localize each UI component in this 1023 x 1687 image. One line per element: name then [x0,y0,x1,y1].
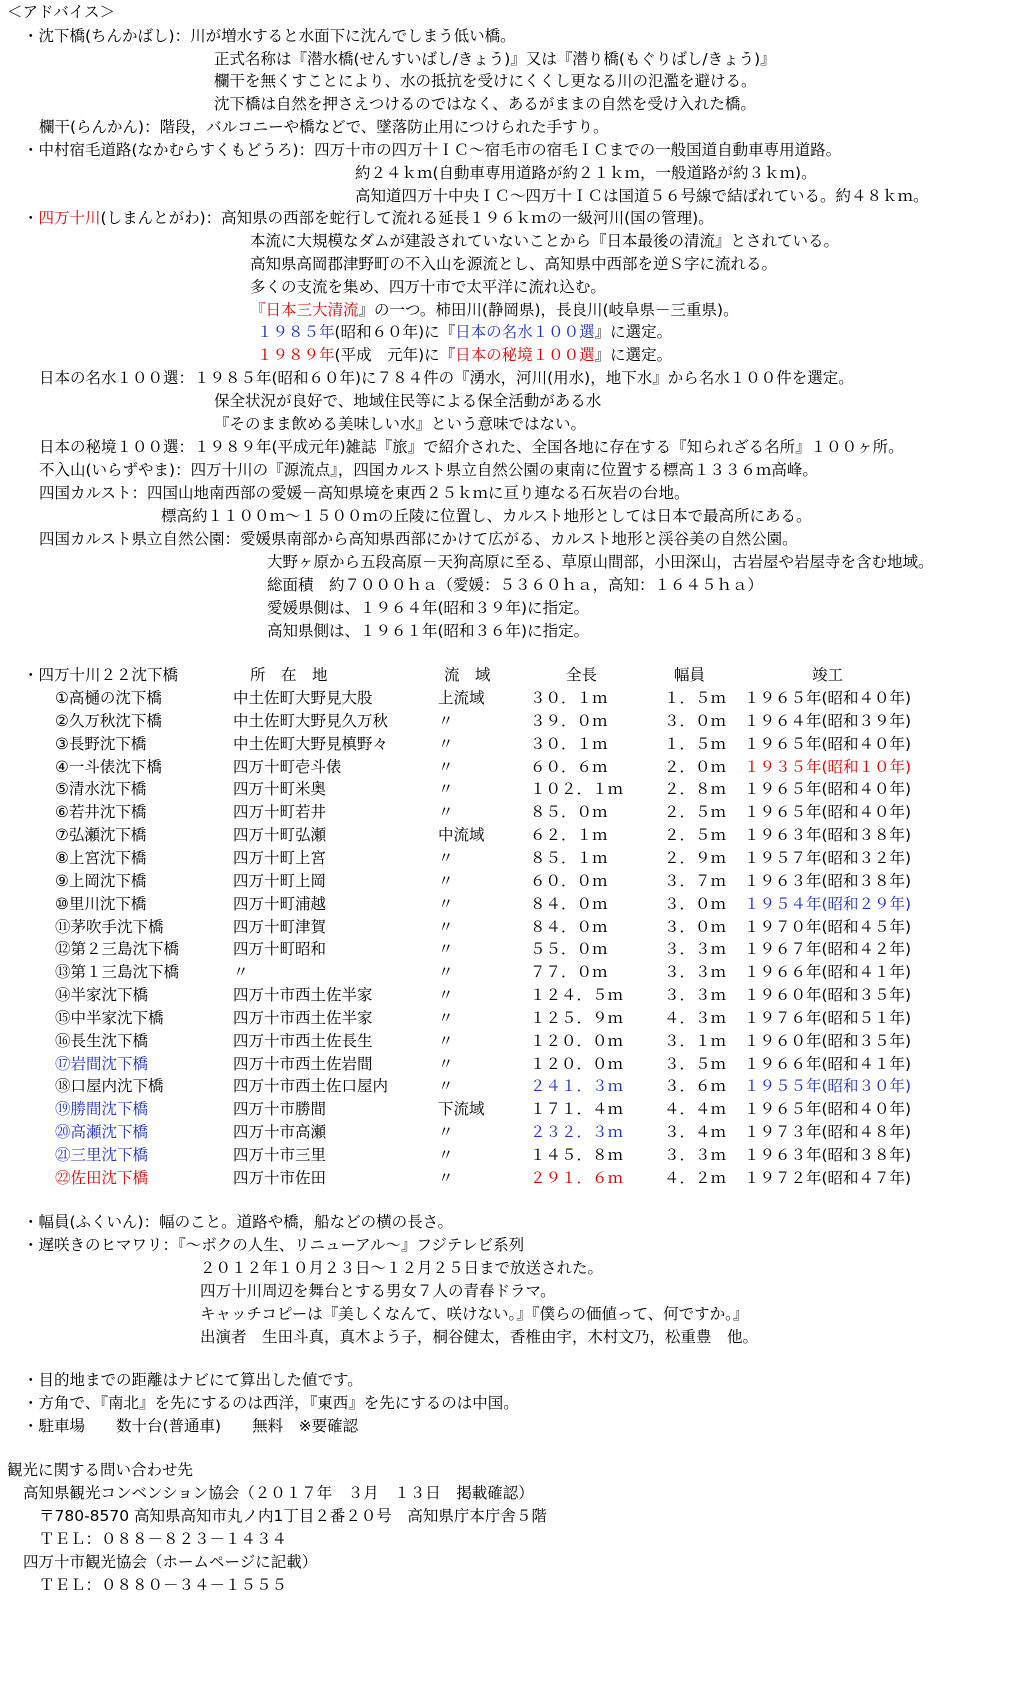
shimanto-line [23,208,714,228]
bridge-completed: １９７３年(昭和４８年) [744,1123,912,1142]
bridge-name: ①高樋の沈下橋 [55,689,162,707]
advice-line: 日本の秘境１００選：１９８９年(平成元年)雑誌『旅』で紹介された、全国各地に存在する『知られざる名所』１００ヶ所。 [39,438,904,456]
advice-line: 大野ヶ原から五段高原－天狗高原に至る、草原山間部，小田深山，古岩屋や岩屋寺を含む地域。 [267,553,934,571]
bridge-completed: １９５５年(昭和３０年) [744,1077,912,1096]
bridge-width: ３．１ｍ [664,1031,727,1050]
bridge-name: ⑬第１三島沈下橋 [55,963,180,982]
contact-heading: 観光に関する問い合わせ先 [7,1461,194,1479]
bridge-name: ⑭半家沈下橋 [55,986,149,1005]
bridge-basin: 〃 [438,871,454,890]
advice-line: 多くの支流を集め、四万十市で太平洋に流れ込む。 [250,278,606,296]
table-title: ・四万十川２２沈下橋 [23,666,179,684]
bridge-basin: 〃 [438,917,454,936]
bridge-length: １２５．９ｍ [530,1008,624,1027]
bridge-length: １０２．１ｍ [530,780,624,799]
bridge-basin: 〃 [438,757,454,776]
advice-line: 保全状況が良好で、地域住民等による保全活動がある水 [214,392,602,410]
bridge-name: ⑫第２三島沈下橋 [55,940,180,959]
bridge-name: ⑥若井沈下橋 [55,803,147,822]
bridge-location: 四万十町昭和 [233,940,327,959]
contact-phone: ＴＥＬ：０８８－８２３－１４３４ [39,1530,288,1548]
bridge-width: ２．５ｍ [664,826,727,845]
bridge-width: ３．６ｍ [664,1077,727,1096]
bridge-basin: 〃 [438,986,454,1005]
advice-line: 高知県側は、１９６１年(昭和３６年)に指定。 [267,622,590,640]
bridge-location: 四万十市勝間 [233,1100,327,1119]
bridge-width: ３．３ｍ [664,963,727,982]
hikyo-line: １９８９年(平成 元年)に『日本の秘境１００選』に選定。 [257,346,673,364]
bridge-location: 四万十町浦越 [233,894,327,913]
advice-line: 欄干を無くすことにより、水の抵抗を受けにくくし更なる川の氾濫を避ける。 [214,72,757,90]
bridge-completed: １９６０年(昭和３５年) [744,986,912,1005]
advice-line: 本流に大規模なダムが建設されていないことから『日本最後の清流』とされている。 [250,232,840,250]
bridge-basin: 〃 [438,1077,454,1096]
bridge-name: ⑲勝間沈下橋 [55,1100,149,1119]
bridge-name: ⑩里川沈下橋 [55,894,147,913]
bridge-location: 四万十市西土佐半家 [233,1008,373,1027]
bridge-width: ４．３ｍ [664,1008,727,1027]
advice-line: 標高約１１００ｍ～１５００ｍの丘陵に位置し、カルスト地形としては日本で最高所にある。 [161,507,812,525]
bridge-basin: 〃 [438,1146,454,1164]
note-line: ・目的地までの距離はナビにて算出した値です。 [23,1371,363,1389]
header-length: 全長 [566,666,598,684]
bridge-length: ８５．０ｍ [530,803,608,822]
bridge-basin: 〃 [438,1123,454,1142]
bridge-name: ㉒佐田沈下橋 [55,1168,149,1187]
bridge-basin: 〃 [438,1008,454,1027]
bridge-length: １７１．４ｍ [530,1100,624,1119]
advice-line: 四国カルスト：四国山地南西部の愛媛－高知県境を東西２５ｋｍに亘り連なる石灰岩の台地。 [39,484,690,502]
hikyo-name: 日本の秘境１００選 [455,346,595,364]
bridge-width: ３．３ｍ [664,940,727,959]
contact-line: 高知県観光コンベンション協会（２０１７年 ３月 １３日 掲載確認） [23,1484,534,1502]
bridge-length: ８５．１ｍ [530,848,608,867]
advice-line: 四国カルスト県立自然公園：愛媛県南部から高知県西部にかけて広がる、カルスト地形と渓谷美の自然公園。 [39,530,798,548]
bridge-completed: １９５４年(昭和２９年) [744,894,912,913]
bullet: ・ [23,209,39,227]
bridge-length: ６０．０ｍ [530,871,608,890]
bridge-basin: 〃 [438,1054,454,1073]
bridge-width: ３．４ｍ [664,1123,727,1142]
note-line: 出演者 生田斗真，真木よう子，桐谷健太，香椎由宇，木村文乃，松重豊 他。 [200,1328,759,1346]
bridge-basin: 〃 [438,1031,454,1050]
note-line: ・方角で、『南北』を先にするのは西洋，『東西』を先にするのは中国。 [23,1394,519,1412]
note-line: ２０１２年１０月２３日～１２月２５日まで放送された。 [200,1259,604,1277]
bridge-width: ２．５ｍ [664,803,727,822]
bridge-location: 四万十町津賀 [233,917,327,936]
bridge-name: ⑮中半家沈下橋 [55,1008,164,1027]
bridge-length: ２９１．６ｍ [530,1168,624,1187]
bridge-basin: 下流域 [438,1100,485,1119]
bridge-length: ６２．１ｍ [530,826,608,845]
bridge-completed: １９６０年(昭和３５年) [744,1031,912,1050]
advice-line: 高知道四万十中央ＩＣ～四万十ＩＣは国道５６号線で結ばれている。約４８ｋｍ。 [355,187,929,205]
advice-line: 愛媛県側は、１９６４年(昭和３９年)に指定。 [267,599,590,617]
bridge-name: ⑦弘瀬沈下橋 [55,826,147,845]
bridge-name: ④一斗俵沈下橋 [55,757,162,776]
bridge-location: 中土佐町大野見槙野々 [233,734,389,753]
note-line: ・遅咲きのヒマワリ：『～ボクの人生、リニューアル～』フジテレビ系列 [23,1236,525,1254]
advice-line: ・沈下橋(ちんかばし)：川が増水すると水面下に沈んでしまう低い橋。 [23,27,516,45]
bridge-width: ３．３ｍ [664,1146,727,1164]
note-line: 四万十川周辺を舞台とする男女７人の青春ドラマ。 [200,1282,556,1300]
year-1985: １９８５年 [257,323,335,341]
bridge-length: ３９．０ｍ [530,711,608,730]
header-location: 所 在 地 [250,666,328,684]
bridge-name: ⑳高瀬沈下橋 [55,1123,149,1142]
bridge-width: ３．０ｍ [664,894,727,913]
bridge-length: １４５．８ｍ [530,1146,624,1164]
bridge-length: １２０．０ｍ [530,1054,624,1073]
bridge-width: ２．８ｍ [664,780,727,799]
bridge-completed: １９６３年(昭和３８年) [744,871,912,890]
bridge-location: 四万十町若井 [233,803,327,822]
bridge-basin: 〃 [438,940,454,959]
bridge-location: 中土佐町大野見久万秋 [233,711,389,730]
header-basin: 流 域 [444,666,491,684]
bridge-location: 四万十市三里 [233,1146,327,1164]
bridge-basin: 〃 [438,734,454,753]
bridge-location: 四万十市西土佐長生 [233,1031,373,1050]
bridge-width: ３．５ｍ [664,1054,727,1073]
advice-line: 高知県高岡郡津野町の不入山を源流とし、高知県中西部を逆Ｓ字に流れる。 [250,255,778,273]
bridge-basin: 〃 [438,1168,454,1187]
bridge-length: １２４．５ｍ [530,986,624,1005]
shimanto-desc: (しまんとがわ)：高知県の西部を蛇行して流れる延長１９６ｋｍの一級河川(国の管理)。 [100,209,714,227]
advice-line: 『そのまま飲める美味しい水』という意味ではない。 [214,415,587,433]
bridge-location: 四万十町米奥 [233,780,327,799]
sansei-desc: 』の一つ。柿田川(静岡県)，長良川(岐阜県－三重県)。 [358,301,739,319]
bridge-width: ３．０ｍ [664,711,727,730]
bridge-basin: 〃 [438,894,454,913]
bridge-basin: 〃 [438,711,454,730]
bridge-name: ②久万秋沈下橋 [55,711,162,730]
note-line: ・幅員(ふくいん)：幅のこと。道路や橋，船などの横の長さ。 [23,1213,453,1231]
bridge-completed: １９６５年(昭和４０年) [744,1100,912,1119]
bridge-length: ８４．０ｍ [530,894,608,913]
bridge-width: １．５ｍ [664,689,727,707]
bridge-location: 中土佐町大野見大股 [233,689,373,707]
advice-heading: ＜アドバイス＞ [7,3,116,21]
sansei-open: 『 [250,301,266,319]
bridge-basin: 〃 [438,848,454,867]
bridge-length: ５５．０ｍ [530,940,608,959]
bridge-width: ２．０ｍ [664,757,727,776]
bridge-location: 四万十市高瀬 [233,1123,327,1142]
meisui-line: １９８５年(昭和６０年)に『日本の名水１００選』に選定。 [257,323,673,341]
bridge-name: ㉑三里沈下橋 [55,1146,149,1164]
bridge-basin: 〃 [438,803,454,822]
bridge-name: ③長野沈下橋 [55,734,147,753]
advice-line: 正式名称は『潜水橋(せんすいばし/きょう)』又は『潜り橋(もぐりばし/きょう)』 [214,50,776,68]
bridge-name: ⑤清水沈下橋 [55,780,147,799]
bridge-width: ４．２ｍ [664,1168,727,1187]
bridge-completed: １９６７年(昭和４２年) [744,940,912,959]
advice-line: 欄干(らんかん)：階段，バルコニーや橋などで、墜落防止用につけられた手すり。 [39,118,609,136]
bridge-completed: １９７２年(昭和４７年) [744,1168,912,1187]
contact-phone: ＴＥＬ：０８８０－３４－１５５５ [39,1576,288,1594]
bridge-location: 四万十市西土佐半家 [233,986,373,1005]
bridge-location: 四万十市西土佐口屋内 [233,1077,389,1096]
header-width: 幅員 [674,666,706,684]
sansei-line [250,300,739,320]
contact-line: 四万十市観光協会（ホームページに記載） [23,1553,318,1571]
bridge-completed: １９６５年(昭和４０年) [744,689,912,707]
note-line: キャッチコピーは『美しくなんて、咲けない。』『僕らの価値って、何ですか。』 [200,1305,749,1323]
bridge-location: 四万十町上岡 [233,871,327,890]
bridge-location: 〃 [233,963,249,982]
advice-line: 沈下橋は自然を押さえつけるのではなく、あるがままの自然を受け入れた橋。 [214,95,756,113]
bridge-basin: 〃 [438,963,454,982]
bridge-length: ２４１．３ｍ [530,1077,624,1096]
shimanto-name: 四万十川 [38,209,101,227]
contact-address: 〒780-8570 高知県高知市丸ノ内1丁目２番２０号 高知県庁本庁舎５階 [39,1507,547,1525]
bridge-length: １２０．０ｍ [530,1031,624,1050]
bridge-length: ３０．１ｍ [530,734,608,753]
bridge-length: ３０．１ｍ [530,689,608,707]
bridge-length: ７７．０ｍ [530,963,608,982]
bridge-completed: １９７６年(昭和５１年) [744,1008,912,1027]
bridge-length: ６０．６ｍ [530,757,608,776]
bridge-width: １．５ｍ [664,734,727,753]
bridge-length: ８４．０ｍ [530,917,608,936]
bridge-name: ⑯長生沈下橋 [55,1031,149,1050]
sansei-name: 日本三大清流 [265,301,359,319]
advice-line: 総面積 約７０００ｈａ（愛媛：５３６０ｈａ，高知：１６４５ｈａ） [267,576,764,594]
advice-line: ・中村宿毛道路(なかむらすくもどうろ)：四万十市の四万十ＩＣ～宿毛市の宿毛ＩＣまでの一般国道自動車専用道路。 [23,141,842,159]
bridge-width: ４．４ｍ [664,1100,727,1119]
bridge-width: ２．９ｍ [664,848,727,867]
bridge-completed: １９６５年(昭和４０年) [744,803,912,822]
bridge-completed: １９６３年(昭和３８年) [744,826,912,845]
bridge-location: 四万十市西土佐岩間 [233,1054,373,1073]
bridge-name: ⑧上宮沈下橋 [55,848,147,867]
bridge-name: ⑱口屋内沈下橋 [55,1077,164,1096]
header-completed: 竣工 [812,666,844,684]
bridge-basin: 上流域 [438,689,485,707]
bridge-name: ⑪茅吹手沈下橋 [55,917,164,936]
bridge-basin: 〃 [438,780,454,799]
bridge-location: 四万十町上宮 [233,848,327,867]
bridge-name: ⑰岩間沈下橋 [55,1054,149,1073]
year-1989: １９８９年 [257,346,335,364]
bridge-completed: １９７０年(昭和４５年) [744,917,912,936]
bridge-completed: １９５７年(昭和３２年) [744,848,912,867]
bridge-completed: １９６５年(昭和４０年) [744,734,912,753]
meisui-name: 日本の名水１００選 [455,323,595,341]
advice-line: 日本の名水１００選：１９８５年(昭和６０年)に７８４件の『湧水，河川(用水)，地下水』から名水１００件を選定。 [39,369,854,387]
bridge-width: ３．０ｍ [664,917,727,936]
bridge-completed: １９６４年(昭和３９年) [744,711,912,730]
bridge-completed: １９６５年(昭和４０年) [744,780,912,799]
advice-line: 不入山(いらずやま)：四万十川の『源流点』，四国カルスト県立自然公園の東南に位置する標高１３３６ｍ高峰。 [39,461,818,479]
note-line: ・駐車場 数十台(普通車) 無料 ※要確認 [23,1417,359,1435]
bridge-completed: １９６６年(昭和４１年) [744,963,912,982]
bridge-width: ３．７ｍ [664,871,727,890]
bridge-location: 四万十市佐田 [233,1168,327,1187]
bridge-completed: １９６６年(昭和４１年) [744,1054,912,1073]
bridge-completed: １９６３年(昭和３８年) [744,1146,912,1164]
advice-line: 約２４ｋｍ(自動車専用道路が約２１ｋｍ，一般道路が約３ｋｍ)。 [355,164,817,182]
bridge-basin: 中流域 [438,826,485,845]
bridge-location: 四万十町壱斗俵 [233,757,342,776]
bridge-completed: １９３５年(昭和１０年) [744,757,912,776]
bridge-location: 四万十町弘瀬 [233,826,327,845]
bridge-width: ３．３ｍ [664,986,727,1005]
bridge-length: ２３２．３ｍ [530,1123,624,1142]
bridge-name: ⑨上岡沈下橋 [55,871,147,890]
